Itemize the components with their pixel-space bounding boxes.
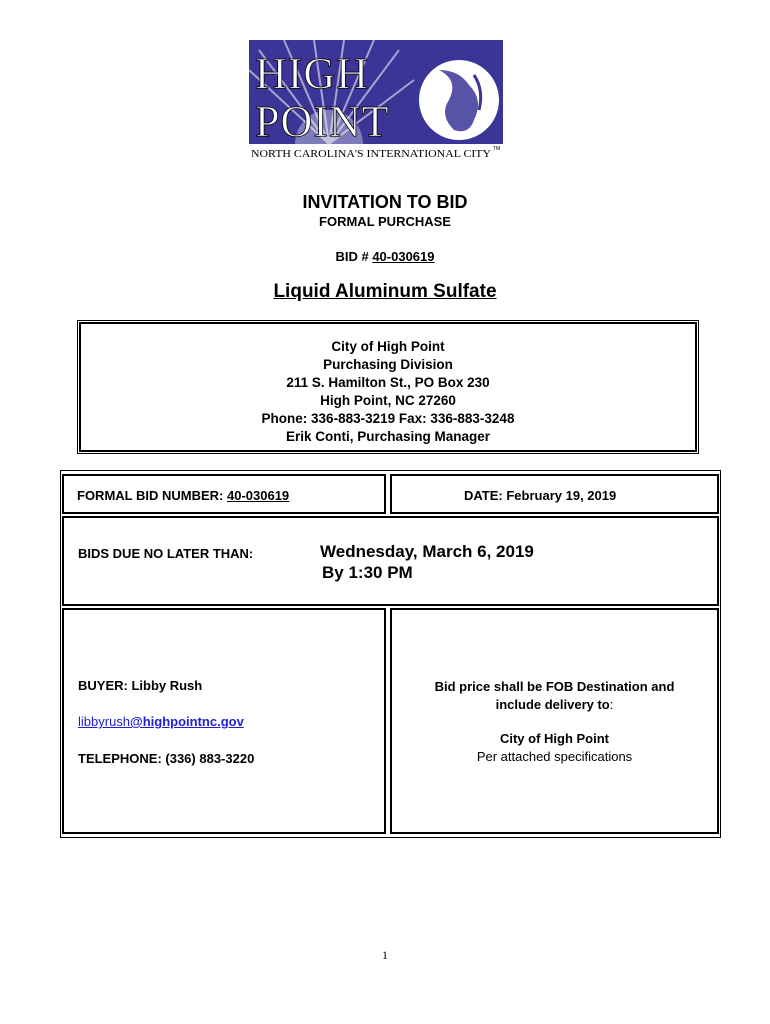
svg-text:HIGH	[255, 49, 369, 98]
bid-number-label: FORMAL BID NUMBER:	[77, 488, 227, 503]
svg-text:NORTH CAROLINA'S INTERNATIONAL	[251, 149, 491, 160]
address-line: Phone: 336-883-3219 Fax: 336-883-3248	[261, 411, 515, 426]
due-time: By 1:30 PM	[322, 563, 413, 582]
logo-word-high: HIGH	[255, 49, 369, 98]
address-line: High Point, NC 27260	[320, 393, 456, 408]
bid-number-cell	[62, 474, 386, 514]
bid-number: 40-030619	[372, 249, 435, 264]
high-point-logo	[249, 40, 503, 162]
destination-note: Per attached specifications	[476, 749, 633, 764]
delivery-cell	[390, 608, 719, 834]
due-date: Wednesday, March 6, 2019	[320, 542, 534, 561]
fob-line-2: include delivery to	[495, 697, 610, 712]
fob-colon: :	[609, 697, 614, 712]
page-number: 1	[382, 948, 388, 962]
bid-date: DATE: February 19, 2019	[464, 488, 617, 503]
buyer-telephone: TELEPHONE: (336) 883-3220	[78, 751, 255, 766]
email-user: libbyrush	[78, 714, 131, 729]
bid-number-value: 40-030619	[226, 488, 290, 503]
email-domain: @highpointnc.gov	[130, 714, 244, 729]
logo-tm: TM	[493, 146, 501, 152]
destination-name: City of High Point	[499, 731, 610, 746]
address-line: Purchasing Division	[323, 357, 453, 372]
bid-prefix: BID #	[335, 249, 373, 264]
date-cell	[390, 474, 719, 514]
buyer-name: BUYER: Libby Rush	[78, 678, 203, 693]
address-line: 211 S. Hamilton St., PO Box 230	[286, 375, 490, 390]
address-line: Erik Conti, Purchasing Manager	[285, 429, 491, 444]
page-title: INVITATION TO BID	[302, 192, 468, 212]
logo-tagline: NORTH CAROLINA'S INTERNATIONAL CITY	[251, 149, 492, 160]
logo-word-point: POINT	[255, 97, 390, 146]
page-subtitle: FORMAL PURCHASE	[319, 214, 451, 229]
address-box	[79, 322, 697, 452]
svg-text:TM	[493, 146, 500, 152]
address-line: City of High Point	[331, 339, 445, 354]
buyer-cell	[62, 608, 386, 834]
buyer-email-link[interactable]	[78, 714, 244, 729]
bid-number-line	[0, 249, 770, 264]
fob-line-1: Bid price shall be FOB Destination and	[434, 679, 675, 694]
due-date-cell	[62, 516, 719, 606]
bids-due-label: BIDS DUE NO LATER THAN:	[78, 546, 254, 561]
svg-text:POINT	[255, 97, 390, 146]
item-title: Liquid Aluminum Sulfate	[273, 281, 497, 302]
